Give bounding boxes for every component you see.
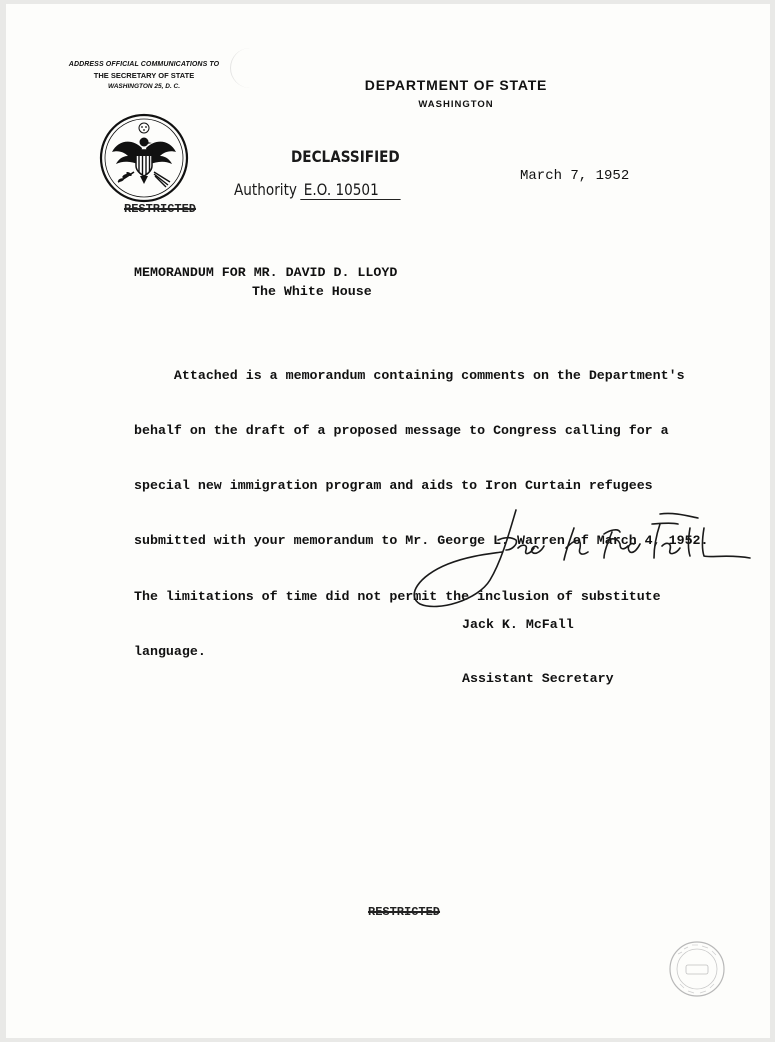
letterhead [336,77,576,110]
body-line: behalf on the draft of a proposed message to Congress calling for a [134,423,669,439]
department-city: WASHINGTON [418,99,494,110]
department-name: DEPARTMENT OF STATE [364,77,548,93]
signer-name: Jack K. McFall [462,617,574,632]
document-page [6,4,770,1038]
body-line: Attached is a memorandum containing comments on the Department's [134,367,685,383]
body-line: language. [134,643,206,659]
nara-truman-library-stamp-icon [668,940,726,998]
classification-top: RESTRICTED [124,202,197,216]
document-date: March 7, 1952 [520,168,630,184]
authority-label: Authority [234,180,297,199]
body-line: The limitations of time did not permit the inclusion of substitute [134,588,661,604]
declassified-stamp: DECLASSIFIED [291,147,400,166]
authority-line [234,180,401,200]
authority-value: E.O. 10501 [300,180,400,200]
memo-addressee: MEMORANDUM FOR MR. DAVID D. LLOYD [134,265,398,280]
address-line-1: ADDRESS OFFICIAL COMMUNICATIONS TO [68,61,220,68]
body-line: submitted with your memorandum to Mr. George L. Warren of March 4, 1952. [134,533,709,549]
body-line: special new immigration program and aids to Iron Curtain refugees [134,478,653,494]
department-seal-icon [98,112,190,204]
signer-title: Assistant Secretary [462,671,614,686]
memo-addressee-office: The White House [252,284,372,299]
classification-bottom: RESTRICTED [368,905,441,919]
address-line-2: THE SECRETARY OF STATE [93,71,195,80]
address-line-3: WASHINGTON 25, D. C. [107,83,181,90]
address-block [54,59,234,92]
signer-block [462,580,614,724]
